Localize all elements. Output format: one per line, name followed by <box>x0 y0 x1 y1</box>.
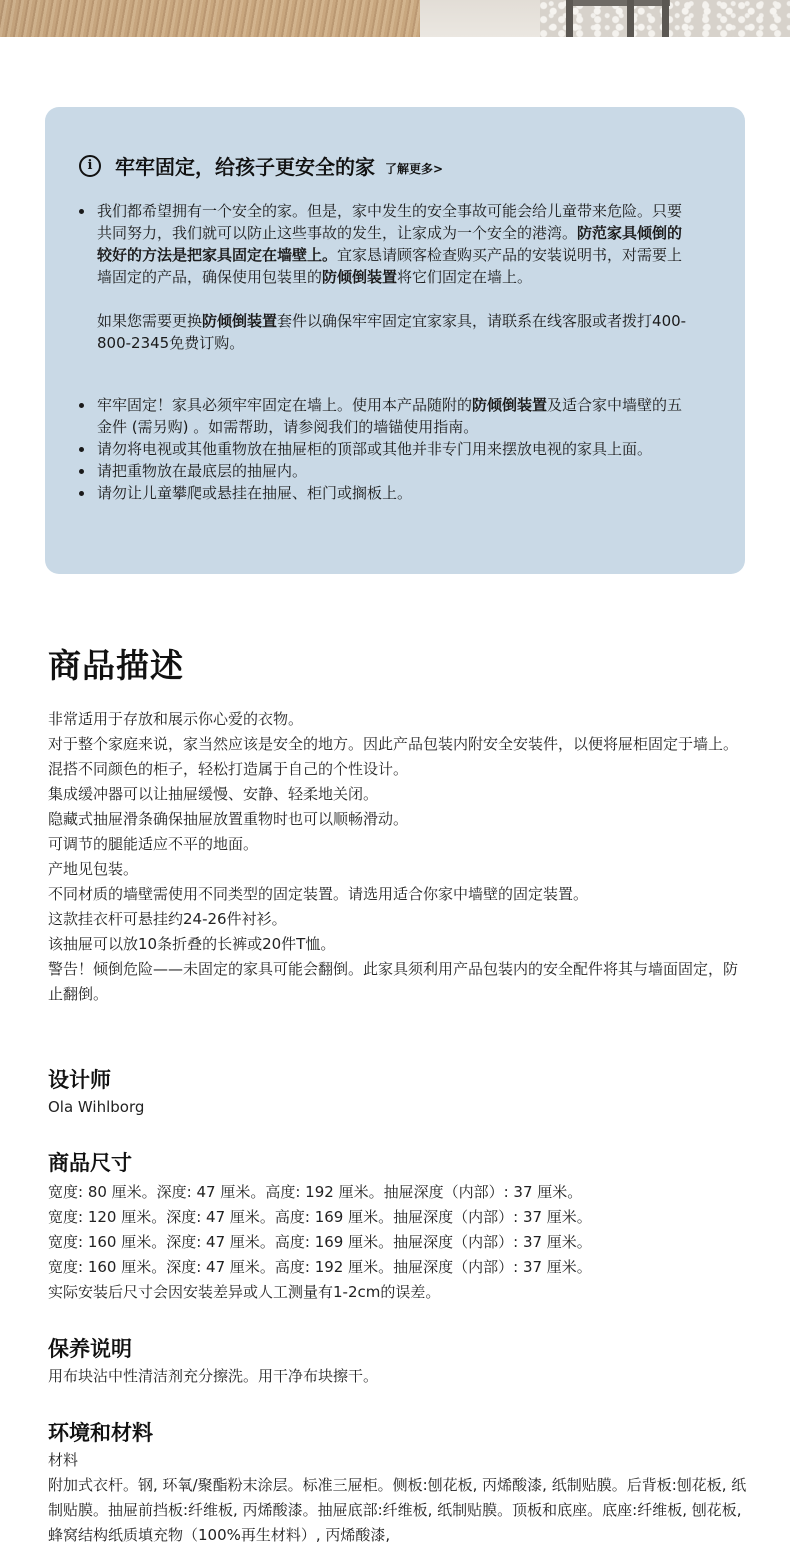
safety-list-rules <box>79 394 695 504</box>
furniture-leg <box>566 0 573 37</box>
furniture-leg <box>627 0 634 37</box>
furniture-base <box>570 0 670 6</box>
dimensions-heading: 商品尺寸 <box>48 1151 132 1175</box>
description-line: 这款挂衣杆可悬挂约24-26件衬衫。 <box>48 910 287 928</box>
care-heading: 保养说明 <box>48 1337 132 1361</box>
dimension-line: 实际安装后尺寸会因安装差异或人工测量有1-2cm的误差。 <box>48 1283 441 1301</box>
description-line: 不同材质的墙壁需使用不同类型的固定装置。请选用适合你家中墙壁的固定装置。 <box>48 885 589 903</box>
materials-text: 附加式衣杆。钢, 环氧/聚酯粉末涂层。标准三屉柜。侧板:刨花板, 丙烯酸漆, 纸制贴膜。后背板:刨花板, 纸制贴膜。抽屉前挡板:纤维板, 丙烯酸漆。抽屉底部:纤维板, 纸制贴膜。顶板和底座。底座:纤维板, 刨花板, 蜂窝结构纸质填充物（100%再生材料）, 丙烯酸漆, <box>48 1476 747 1544</box>
dimension-line: 宽度: 160 厘米。深度: 47 厘米。高度: 192 厘米。抽屉深度（内部）: 37 厘米。 <box>48 1258 592 1276</box>
description-line: 对于整个家庭来说，家当然应该是安全的地方。因此产品包装内附安全安装件，以便将屉柜固定于墙上。 <box>48 735 739 753</box>
description-line: 隐藏式抽屉滑条确保抽屉放置重物时也可以顺畅滑动。 <box>48 810 409 828</box>
description-line: 混搭不同颜色的柜子，轻松打造属于自己的个性设计。 <box>48 760 409 778</box>
designer-heading: 设计师 <box>48 1068 111 1092</box>
description-line: 集成缓冲器可以让抽屉缓慢、安静、轻柔地关闭。 <box>48 785 379 803</box>
description-line: 非常适用于存放和展示你心爱的衣物。 <box>48 710 304 728</box>
description-heading: 商品描述 <box>48 646 184 685</box>
dimension-line: 宽度: 160 厘米。深度: 47 厘米。高度: 169 厘米。抽屉深度（内部）: 37 厘米。 <box>48 1233 592 1251</box>
furniture-leg <box>662 0 669 37</box>
materials-heading: 环境和材料 <box>48 1421 153 1445</box>
info-icon: i <box>79 155 101 177</box>
safety-list-main <box>79 200 695 354</box>
safety-notice-title <box>79 151 443 180</box>
product-photo-strip <box>0 0 790 37</box>
safety-bullet: 牢牢固定！家具必须牢牢固定在墙上。使用本产品随附的防倾倒装置及适合家中墙壁的五金件 (需另购) 。如需帮助，请参阅我们的墙锚使用指南。 <box>79 394 695 438</box>
safety-bullet: 请勿让儿童攀爬或悬挂在抽屉、柜门或搁板上。 <box>79 482 695 504</box>
safety-bullet: 请勿将电视或其他重物放在抽屉柜的顶部或其他并非专门用来摆放电视的家具上面。 <box>79 438 695 460</box>
safety-paragraph: 如果您需要更换防倾倒装置套件以确保牢牢固定宜家家具，请联系在线客服或者拨打400-800-2345免费订购。 <box>97 312 687 352</box>
learn-more-link[interactable]: 了解更多> <box>385 162 444 176</box>
dimension-line: 宽度: 120 厘米。深度: 47 厘米。高度: 169 厘米。抽屉深度（内部）: 37 厘米。 <box>48 1208 592 1226</box>
description-line: 可调节的腿能适应不平的地面。 <box>48 835 259 853</box>
care-text: 用布块沾中性清洁剂充分擦洗。用干净布块擦干。 <box>48 1367 379 1385</box>
safety-bullet: 请把重物放在最底层的抽屉内。 <box>79 460 695 482</box>
description-line: 警告！倾倒危险——未固定的家具可能会翻倒。此家具须利用产品包装内的安全配件将其与墙面固定，防止翻倒。 <box>48 960 739 1003</box>
description-body <box>48 707 748 1007</box>
safety-notice <box>45 107 745 574</box>
safety-bullet: 我们都希望拥有一个安全的家。但是，家中发生的安全事故可能会给儿童带来危险。只要共同努力，我们就可以防止这些事故的发生，让家成为一个安全的港湾。防范家具倾倒的较好的方法是把家具固定在墙壁上。宜家恳请顾客检查购买产品的安装说明书，对需要上墙固定的产品，确保使用包装里的防倾倒装置将它们固定在墙上。 <box>79 200 695 288</box>
description-line: 该抽屉可以放10条折叠的长裤或20件T恤。 <box>48 935 336 953</box>
safety-title-text: 牢牢固定，给孩子更安全的家 <box>115 155 375 179</box>
description-line: 产地见包装。 <box>48 860 139 878</box>
dimension-line: 宽度: 80 厘米。深度: 47 厘米。高度: 192 厘米。抽屉深度（内部）: 37 厘米。 <box>48 1183 583 1201</box>
dimensions-body <box>48 1180 748 1305</box>
materials-subheading: 材料 <box>48 1451 79 1469</box>
designer-name: Ola Wihlborg <box>48 1098 145 1116</box>
